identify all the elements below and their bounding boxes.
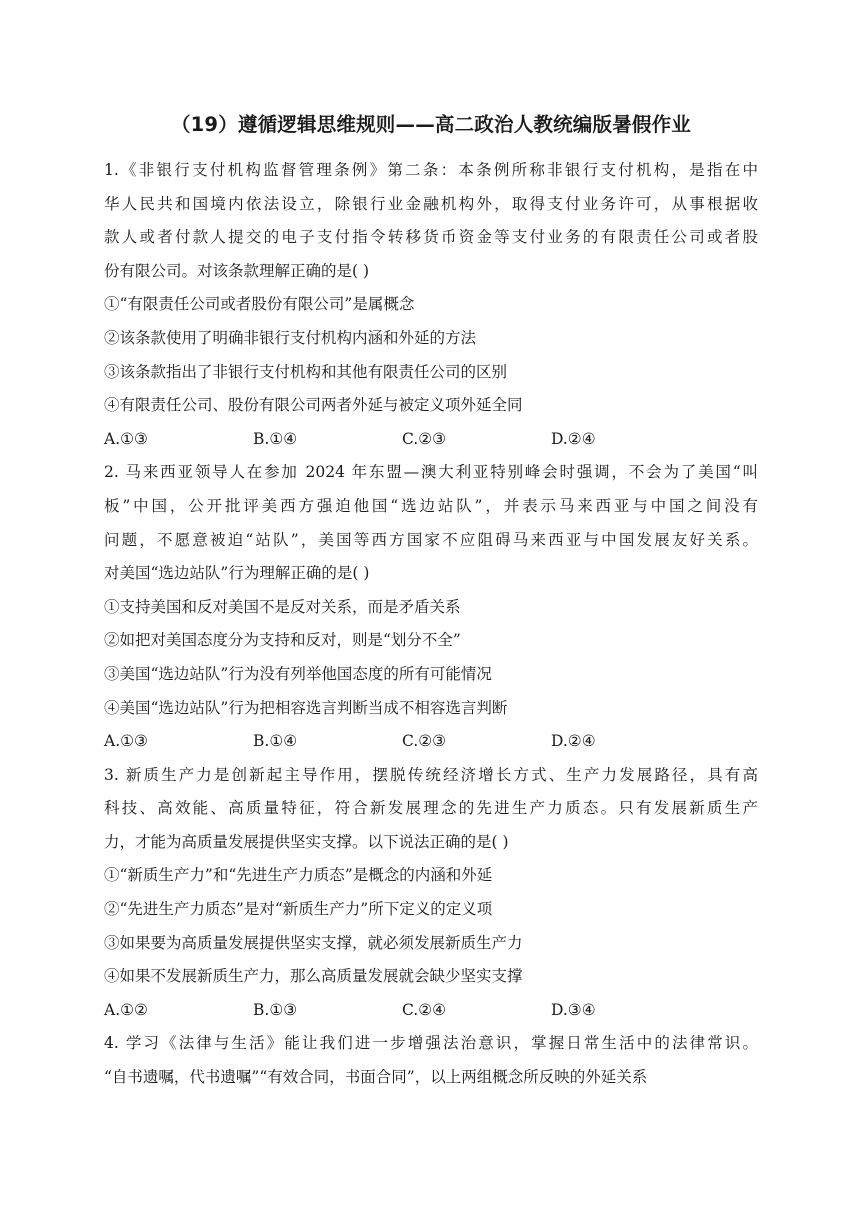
answer-options: [104, 423, 758, 457]
answer-option: B.①③: [253, 1000, 298, 1019]
question-stem-line: 1.《非银行支付机构监督管理条例》第二条：本条例所称非银行支付机构，是指在中: [104, 161, 758, 179]
answer-options: [104, 994, 758, 1028]
answer-option: B.①④: [253, 429, 298, 448]
question-stem-line: 款人或者付款人提交的电子支付指令转移货币资金等支付业务的有限责任公司或者股: [104, 228, 758, 247]
document-title: （19）遵循逻辑思维规则——高二政治人教统编版暑假作业: [170, 113, 692, 136]
question-stem-line: 2. 马来西亚领导人在参加 2024 年东盟—澳大利亚特别峰会时强调，不会为了美国“叫: [104, 463, 758, 482]
question-1: [104, 154, 758, 456]
question-stem-line: 问题，不愿意被迫“站队”，美国等西方国家不应阻碍马来西亚与中国发展友好关系。: [104, 530, 758, 549]
answer-option: A.①②: [104, 1000, 148, 1019]
statement-item: ①“有限责任公司或者股份有限公司”是属概念: [104, 295, 415, 314]
question-stem-line: 3. 新质生产力是创新起主导作用，摆脱传统经济增长方式、生产力发展路径，具有高: [104, 765, 758, 784]
statement-item: ③该条款指出了非银行支付机构和其他有限责任公司的区别: [104, 362, 508, 381]
statement-item: ④有限责任公司、股份有限公司两者外延与被定义项外延全同: [104, 396, 523, 415]
question-3: [104, 759, 758, 1028]
answer-option: D.③④: [551, 1000, 596, 1019]
answer-option: A.①③: [104, 732, 148, 751]
question-stem-line: 板”中国，公开批评美西方强迫他国“选边站队”，并表示马来西亚与中国之间没有: [104, 496, 758, 515]
answer-option: D.②④: [551, 429, 596, 448]
question-stem-line: “自书遗嘱，代书遗嘱”“有效合同，书面合同”，以上两组概念所反映的外延关系: [104, 1068, 648, 1087]
question-stem-line: 华人民共和国境内依法设立，除银行业金融机构外，取得支付业务许可，从事根据收: [104, 194, 758, 213]
answer-option: C.②③: [402, 429, 447, 448]
answer-option: C.②④: [402, 1000, 447, 1019]
question-stem-line: 份有限公司。对该条款理解正确的是( ): [104, 261, 370, 280]
statement-item: ②如把对美国态度分为支持和反对，则是“划分不全”: [104, 631, 461, 650]
answer-option: C.②③: [402, 732, 447, 751]
answer-option: D.②④: [551, 732, 596, 751]
question-list: [104, 154, 758, 1095]
statement-item: ②该条款使用了明确非银行支付机构内涵和外延的方法: [104, 328, 477, 347]
question-4: [104, 1027, 758, 1094]
statement-item: ③美国“选边站队”行为没有列举他国态度的所有可能情况: [104, 664, 492, 683]
question-stem-line: 4. 学习《法律与生活》能让我们进一步增强法治意识，掌握日常生活中的法律常识。: [104, 1034, 758, 1053]
question-stem-line: 对美国“选边站队”行为理解正确的是( ): [104, 564, 370, 583]
statement-item: ④如果不发展新质生产力，那么高质量发展就会缺少坚实支撑: [104, 967, 523, 986]
question-stem-line: 科技、高效能、高质量特征，符合新发展理念的先进生产力质态。只有发展新质生产: [104, 799, 758, 818]
question-2: [104, 456, 758, 758]
statement-item: ①支持美国和反对美国不是反对关系，而是矛盾关系: [104, 597, 461, 616]
question-stem-line: 力，才能为高质量发展提供坚实支撑。以下说法正确的是( ): [104, 832, 509, 851]
statement-item: ②“先进生产力质态”是对“新质生产力”所下定义的定义项: [104, 900, 493, 919]
statement-item: ④美国“选边站队”行为把相容选言判断当成不相容选言判断: [104, 698, 508, 717]
statement-item: ③如果要为高质量发展提供坚实支撑，就必须发展新质生产力: [104, 933, 523, 952]
answer-option: B.①④: [253, 732, 298, 751]
statement-item: ①“新质生产力”和“先进生产力质态”是概念的内涵和外延: [104, 866, 493, 885]
answer-option: A.①③: [104, 429, 148, 448]
document-page: [104, 110, 758, 1095]
answer-options: [104, 725, 758, 759]
